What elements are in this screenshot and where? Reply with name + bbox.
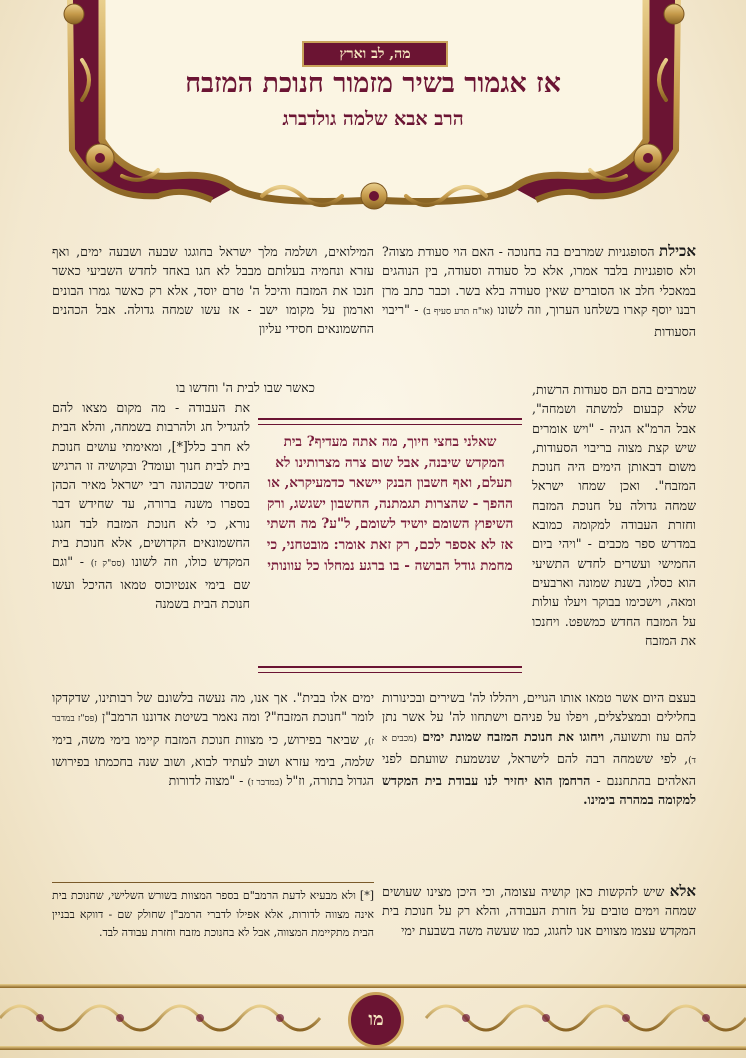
paragraph-text: שמרבים בהם הם סעודות הרשות, שלא קבעום למשתה ושמחה", אבל הרמ"א הגיה - "ויש אומרים שיש קצת מצוה בריבוי הסעודות, משום דבאותן הימים היה חנוכת המזבח". ואכן שמחו ישראל שמחה גדולה על חנוכת המזבח וחזרת העבודה למקומה כמובא במדרש ספר מכבים - "ויהי ביום החמישי ועשרים לחדש התשיעי הוא כסלו, בשנת שמונה וארבעים ומאה, וישכימו בבוקר ויעלו עולות על המזבח החדש כמשפט. ויחנכו את המזבח [532,382,696,648]
emphasis-text: הרחמן הוא יחזיר לנו עבודת בית המקדש למקומה במהרה בימינו. [382,773,696,808]
emphasis-text: ויחוגו את חנוכת המזבח שמונת ימים [422,728,605,744]
paragraph-text-b: , לפי ששמחה רבה להם לישראל, שנשמעת שוועתם לפני האלהים בהתחננם - [382,750,697,789]
source-citation: (סס"ק ז) [90,559,125,570]
drop-word: אכילת [658,242,696,260]
drop-word: אלא [669,882,696,900]
paragraph-opening [382,242,696,341]
paragraph-text-a: בעצם היום אשר טמאו אותו הגויים, ויהללו לה' בשירים ובכינורות בחלילים ובמצלצלים, ויפלו על פניהם וישתחוו לה' על אשר נתן להם עוז ותשועה, [382,690,696,744]
paragraph-text: הסופגניות שמרבים בה בחנוכה - האם הוי סעודת מצוה? ולא סופגניות בלבד אמרו, אלא כל סעודה וסעודה, בין הנוהגים במאכלי חלב או הסוברים שאין סעודה בלא בשר. וכבר כתב מרן רבנו יוסף קארו בשלחנו הערוך, וזה לשונו [382,244,696,317]
paragraph-text-a: את העבודה - מה מקום מצאו להם להגדיל חג ולהרבות בשמחה, והלא הבית לא חרב כלל[*], ומאימתי עושים חנוכת בית לבית חנוך ועומד? ובקושיה זו הרגיש החסיד שבכהונה רבי ישראל מאיר הכהן בספרו משנה ברורה, עד שחידש דבר נורא, כי לא חנוכת המזבח לבד חגגו החשמונאים הקדושים, אלא חנוכת בית המקדש כולו, וזה לשונו [52,400,250,570]
footnote: [*] ולא מבעיא לדעת הרמב"ם בספר המצוות בשורש השלישי, שחנוכת בית אינה מצווה לדורות, אלא אפילו לדברי הרמב"ן שחולק שם - דווקא בבניין הבית מתקיימת המצווה, אבל לא בחנוכת מזבח וחזרת עבודה לבד. [52,882,374,943]
pull-quote-rule-bottom [258,666,522,673]
column-bottom-right [382,688,696,810]
paragraph-text: - "ריבוי הסעודות [382,301,696,340]
paragraph-text [382,882,696,940]
column-left-narrow [52,398,250,613]
source-citation: (במדבר ז) [247,778,283,789]
paragraph-text-b: - "וגם שם בימי אנטיוכוס טמאו ההיכל ועשו חנוכת הבית בשמנה [52,554,250,611]
paragraph-text [52,398,250,613]
column-left-top [52,242,374,338]
article-author: הרב אבא שלמה גולדברג [282,108,464,130]
column-bottom-left [52,688,374,793]
paragraph-text: המילואים, ושלמה מלך ישראל בחוגגו שבעה ושבעה ימים, ואף עזרא ונחמיה בעלותם מבבל לא חגו באחד לחדש השביעי כאשר חנכו את המזבח והיכל ה' טרם יוסד, אלא רק כאשר גמרו הבונים וארמון על מקומו ישב - אז עשו שמחה גדולה. אבל הכהנים החשמונאים חסידי עליון [52,244,374,337]
pull-quote [258,418,522,668]
paragraph-text-a: ימים אלו בבית". אך אנו, מה נעשה בלשונם של רבותינו, שדקדקו לומר "חנוכת המזבח"? ומה נאמר בשיטת אדוננו הרמב"ן [52,690,374,725]
article-title: אז אגמור בשיר מזמור חנוכת המזבח [185,68,561,99]
source-citation: (פס"ז במדבר ז) [52,714,374,747]
column-right-narrow [532,380,696,650]
pull-quote-text: שאלני בחצי חיוך, מה אתה מעדיף? בית המקדש שיבנה, אבל שום צרה מצרותינו לא תעלם, ואף חשבון הבנק יישאר כדמעיקרא, או ההפך - שהצרות תגמתנה, החשבון ישגשג, ורק השיפוץ השומם יושיד לשומם, ל"ע? מה השתי אז לא אספר לכם, רק זאת אומר: מובטחני, כי מחמת גודל הבושה - בו ברגע נמחלו כל עוונותי [266,434,514,574]
column-right-top [382,242,696,341]
source-citation: (או"ח תרע סעיף ב) [422,306,494,317]
paragraph-text [52,688,374,793]
section-tag: מה, לב וארץ [302,41,448,67]
pull-quote-rule-top [258,418,522,425]
paragraph-text [382,688,696,810]
column-left-upper-line [176,378,372,397]
paragraph-text: כאשר שבו לבית ה' וחדשו בו [176,380,315,395]
source-citation: (מכבים א ד) [382,733,696,766]
paragraph-text-a: שיש להקשות כאן קושיה עצומה, וכי היכן מצינו שעושים שמחה וימים טובים על חזרת העבודה, והלא רק על חנוכת בית המקדש עצמו מצווים אנו לחגוג, כמו שעשה משה בשבעת ימי [382,884,696,938]
paragraph-text-b: , שביאר בפירוש, כי מצוות חנוכת המזבח קיימו בימי משה, בימי שלמה, בימי עזרא ושוב לעתיד לבוא, ושוב שנה בחכמתו בפירושו הגדול בתורה, וז"ל [52,731,374,789]
paragraph-text-c: - "מצוה לדורות [168,773,248,789]
column-final [382,882,696,940]
page-number: מו [348,992,404,1048]
